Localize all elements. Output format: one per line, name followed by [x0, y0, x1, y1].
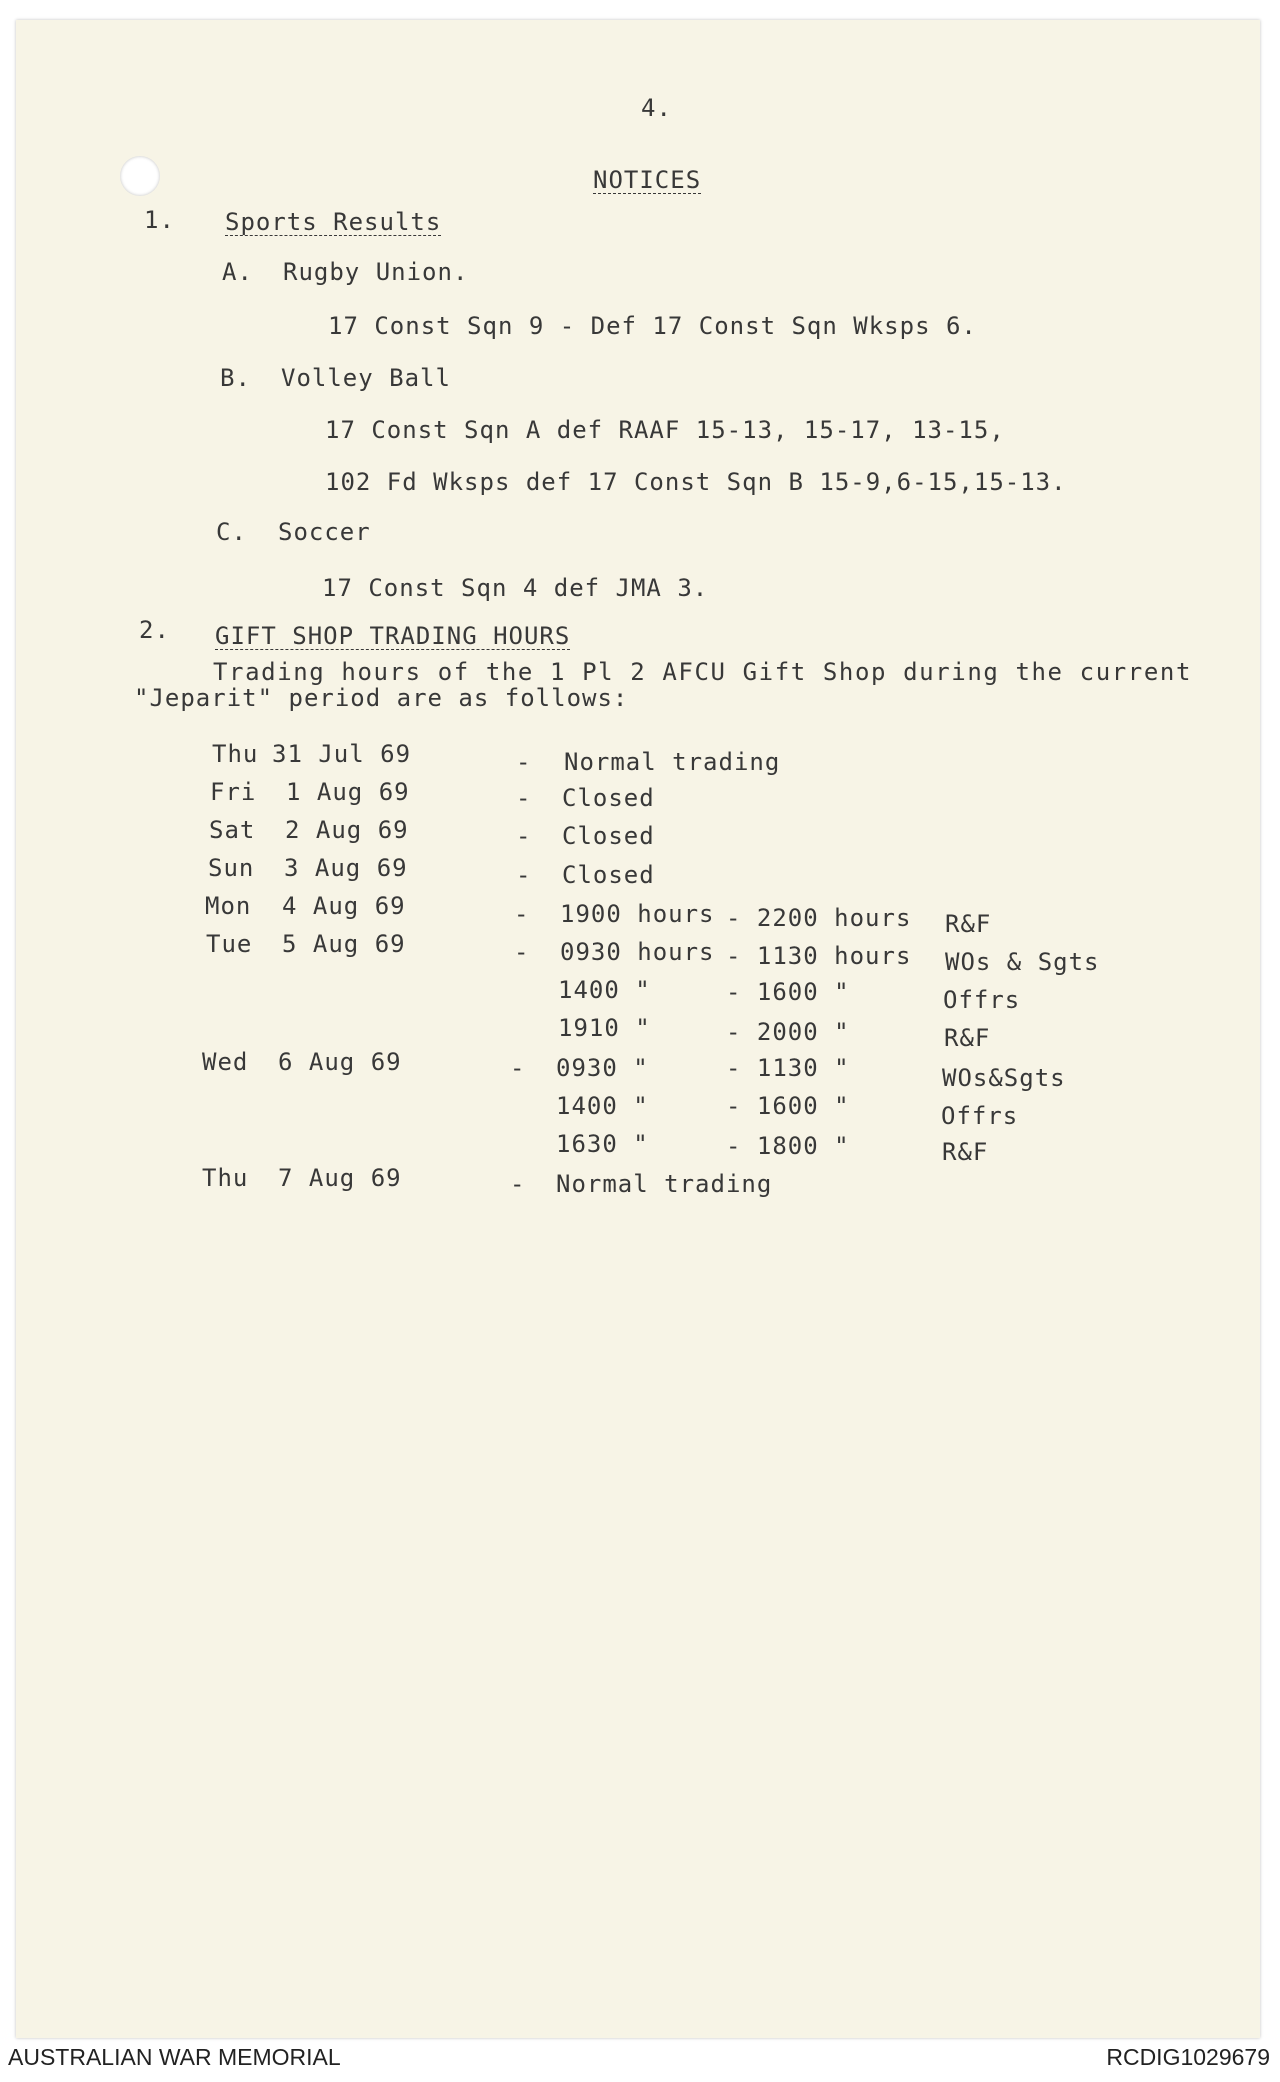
schedule-date: 6 Aug 69: [278, 1048, 402, 1076]
schedule-to: - 2200 hours: [726, 904, 912, 932]
schedule-day: Mon: [205, 892, 252, 920]
schedule-dash: -: [510, 1170, 526, 1198]
section-1-number: 1.: [144, 206, 175, 234]
schedule-date: 5 Aug 69: [282, 930, 406, 958]
schedule-to: - 1800 ": [726, 1132, 850, 1160]
page-title: NOTICES: [593, 166, 702, 194]
section-2-title: GIFT SHOP TRADING HOURS: [215, 622, 571, 650]
schedule-date: 7 Aug 69: [278, 1164, 402, 1192]
schedule-to: - 1600 ": [726, 1092, 850, 1120]
schedule-who: Offrs: [941, 1102, 1019, 1130]
rugby-title: Rugby Union.: [283, 258, 469, 286]
schedule-day: Sat: [209, 816, 256, 844]
schedule-from: 1910 ": [558, 1014, 651, 1042]
schedule-to: - 1130 ": [726, 1054, 850, 1082]
volleyball-title: Volley Ball: [281, 364, 451, 392]
schedule-who: R&F: [945, 910, 992, 938]
schedule-day: Wed: [202, 1048, 249, 1076]
gift-shop-intro-line-2: "Jeparit" period are as follows:: [134, 684, 629, 712]
gift-shop-intro-line-1: Trading hours of the 1 Pl 2 AFCU Gift Shop during the current: [213, 658, 1193, 686]
schedule-date: 1 Aug 69: [286, 778, 410, 806]
schedule-text: Closed: [562, 861, 655, 889]
section-2-number: 2.: [139, 616, 170, 644]
schedule-text: Normal trading: [556, 1170, 773, 1198]
punch-hole: [120, 156, 160, 196]
schedule-from: 1630 ": [556, 1130, 649, 1158]
volleyball-letter: B.: [220, 364, 251, 392]
schedule-from: 0930 ": [556, 1054, 649, 1082]
schedule-who: R&F: [942, 1138, 989, 1166]
schedule-from: 1900 hours: [560, 900, 715, 928]
schedule-day: Tue: [206, 930, 253, 958]
schedule-dash: -: [516, 822, 532, 850]
volleyball-result-1: 17 Const Sqn A def RAAF 15-13, 15-17, 13-15,: [325, 416, 1005, 444]
schedule-who: R&F: [944, 1024, 991, 1052]
schedule-to: - 2000 ": [726, 1018, 850, 1046]
schedule-day: Thu: [212, 740, 259, 768]
page-number: 4.: [641, 94, 672, 122]
schedule-day: Sun: [208, 854, 255, 882]
schedule-dash: -: [516, 861, 532, 889]
schedule-text: Normal trading: [564, 748, 781, 776]
footer-source: AUSTRALIAN WAR MEMORIAL: [8, 2044, 341, 2070]
schedule-text: Closed: [562, 822, 655, 850]
footer-identifier: RCDIG1029679: [1106, 2044, 1270, 2070]
schedule-who: WOs & Sgts: [945, 948, 1100, 976]
schedule-from: 0930 hours: [560, 938, 715, 966]
schedule-dash: -: [514, 938, 530, 966]
soccer-result: 17 Const Sqn 4 def JMA 3.: [322, 574, 709, 602]
document-page: [16, 20, 1260, 2038]
schedule-dash: -: [516, 784, 532, 812]
volleyball-result-2: 102 Fd Wksps def 17 Const Sqn B 15-9,6-15,15-13.: [325, 468, 1067, 496]
schedule-date: 3 Aug 69: [284, 854, 408, 882]
schedule-text: Closed: [562, 784, 655, 812]
schedule-day: Thu: [202, 1164, 249, 1192]
soccer-title: Soccer: [278, 518, 371, 546]
schedule-who: WOs&Sgts: [942, 1064, 1066, 1092]
section-1-title: Sports Results: [225, 208, 442, 236]
soccer-letter: C.: [216, 518, 247, 546]
schedule-from: 1400 ": [558, 976, 651, 1004]
schedule-from: 1400 ": [556, 1092, 649, 1120]
rugby-result: 17 Const Sqn 9 - Def 17 Const Sqn Wksps 6.: [328, 312, 977, 340]
schedule-date: 2 Aug 69: [285, 816, 409, 844]
schedule-dash: -: [516, 748, 532, 776]
schedule-date: 4 Aug 69: [282, 892, 406, 920]
schedule-date: 31 Jul 69: [272, 740, 412, 768]
schedule-dash: -: [510, 1054, 526, 1082]
schedule-to: - 1130 hours: [726, 942, 912, 970]
schedule-day: Fri: [210, 778, 257, 806]
schedule-to: - 1600 ": [726, 978, 850, 1006]
rugby-letter: A.: [222, 258, 253, 286]
schedule-who: Offrs: [943, 986, 1021, 1014]
schedule-dash: -: [514, 900, 530, 928]
